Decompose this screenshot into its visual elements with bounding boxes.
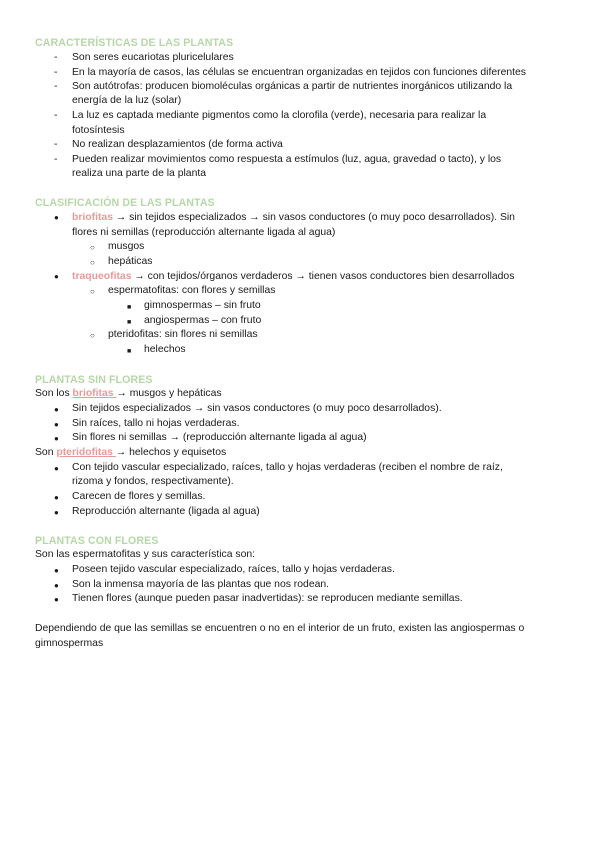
list-item: Sin tejidos especializados → sin vasos conductores (o muy poco desarrollados). xyxy=(72,403,442,414)
sub-item: pteridofitas: sin flores ni semillas xyxy=(108,329,258,340)
list-item: Son autótrofas: producen biomoléculas orgánicas a partir de nutrientes inorgánicos utilizando la xyxy=(72,81,513,92)
intro-text: → musgos y hepáticas xyxy=(116,388,222,399)
dash-marker: - xyxy=(54,110,58,121)
list-item: Sin flores ni semillas → (reproducción alternante ligada al agua) xyxy=(72,432,367,443)
heading-con-flores: PLANTAS CON FLORES xyxy=(35,535,159,547)
bullet-marker: ● xyxy=(54,464,59,473)
list-item: En la mayoría de casos, las células se encuentran organizadas en tejidos con funciones diferentes xyxy=(72,67,526,78)
square-marker: ■ xyxy=(127,319,132,326)
term-briofitas: briofitas xyxy=(72,212,113,223)
list-item: Poseen tejido vascular especializado, raíces, tallo y hojas verdaderas. xyxy=(72,564,395,575)
bullet-marker: ● xyxy=(54,508,59,517)
list-item-continuation: energía de la luz (solar) xyxy=(72,95,182,106)
sub-sub-item: angiospermas – con fruto xyxy=(144,315,262,326)
list-item-continuation: rizoma y fondos, respectivamente). xyxy=(72,476,234,487)
bullet-marker: ● xyxy=(54,566,59,575)
list-item: Sin raíces, tallo ni hojas verdaderas. xyxy=(72,418,240,429)
list-item: Con tejido vascular especializado, raíces, tallo y hojas verdaderas (reciben el nombre de raíz, xyxy=(72,462,503,473)
list-item xyxy=(72,270,514,285)
sub-sub-item: gimnospermas – sin fruto xyxy=(144,300,261,311)
list-item: Reproducción alternante (ligada al agua) xyxy=(72,506,260,517)
bullet-marker: ● xyxy=(54,213,59,222)
dash-marker: - xyxy=(54,67,58,78)
circle-marker: ○ xyxy=(90,243,95,252)
list-item: Tienen flores (aunque pueden pasar inadvertidas): se reproducen mediante semillas. xyxy=(72,593,463,604)
bullet-marker: ● xyxy=(54,581,59,590)
term-briofitas-link: briofitas xyxy=(72,388,117,399)
intro-line xyxy=(35,387,222,402)
intro-text: Son xyxy=(35,447,57,458)
circle-marker: ○ xyxy=(90,258,95,267)
bullet-marker: ● xyxy=(54,272,59,281)
heading-sin-flores: PLANTAS SIN FLORES xyxy=(35,374,153,386)
intro-text: Son los xyxy=(35,388,73,399)
list-item: Pueden realizar movimientos como respuesta a estímulos (luz, agua, gravedad o tacto), y los xyxy=(72,154,502,165)
bullet-marker: ● xyxy=(54,493,59,502)
heading-caracteristicas: CARACTERÍSTICAS DE LAS PLANTAS xyxy=(35,37,234,49)
square-marker: ■ xyxy=(127,348,132,355)
closing-paragraph: Dependiendo de que las semillas se encuentren o no en el interior de un fruto, existen las angiospermas o xyxy=(35,623,525,634)
list-item: Son seres eucariotas pluricelulares xyxy=(72,52,234,63)
bullet-marker: ● xyxy=(54,420,59,429)
sub-item: musgos xyxy=(108,241,145,252)
list-item-continuation: flores ni semillas (reproducción alternante ligada al agua) xyxy=(72,227,336,238)
square-marker: ■ xyxy=(127,304,132,311)
list-item-continuation: realiza una parte de la planta xyxy=(72,168,207,179)
dash-marker: - xyxy=(54,81,58,92)
list-item: No realizan desplazamientos (de forma activa xyxy=(72,139,283,150)
list-item: Son la inmensa mayoría de las plantas que nos rodean. xyxy=(72,579,330,590)
dash-marker: - xyxy=(54,154,58,165)
dash-marker: - xyxy=(54,139,58,150)
intro-text: → helechos y equisetos xyxy=(115,447,227,458)
sub-sub-item: helechos xyxy=(144,344,186,355)
list-item xyxy=(72,211,515,226)
bullet-marker: ● xyxy=(54,595,59,604)
heading-clasificacion: CLASIFICACIÓN DE LAS PLANTAS xyxy=(35,197,215,209)
closing-paragraph-continuation: gimnospermas xyxy=(35,638,104,649)
term-traqueofitas: traqueofitas xyxy=(72,271,132,282)
bullet-marker: ● xyxy=(54,434,59,443)
list-item: La luz es captada mediante pigmentos como la clorofila (verde), necesaria para realizar la xyxy=(72,110,487,121)
intro-line: Son las espermatofitas y sus característica son: xyxy=(35,549,256,560)
dash-marker: - xyxy=(54,52,58,63)
circle-marker: ○ xyxy=(90,287,95,296)
term-pteridofitas-link: pteridofitas xyxy=(56,447,116,458)
item-text: → con tejidos/órganos verdaderos → tienen vasos conductores bien desarrollados xyxy=(131,271,515,282)
list-item-continuation: fotosíntesis xyxy=(72,125,125,136)
intro-line xyxy=(35,446,226,461)
sub-item: hepáticas xyxy=(108,256,153,267)
sub-item: espermatofitas: con flores y semillas xyxy=(108,285,276,296)
item-text: → sin tejidos especializados → sin vasos conductores (o muy poco desarrollados). Sin xyxy=(113,212,515,223)
circle-marker: ○ xyxy=(90,331,95,340)
list-item: Carecen de flores y semillas. xyxy=(72,491,206,502)
bullet-marker: ● xyxy=(54,405,59,414)
